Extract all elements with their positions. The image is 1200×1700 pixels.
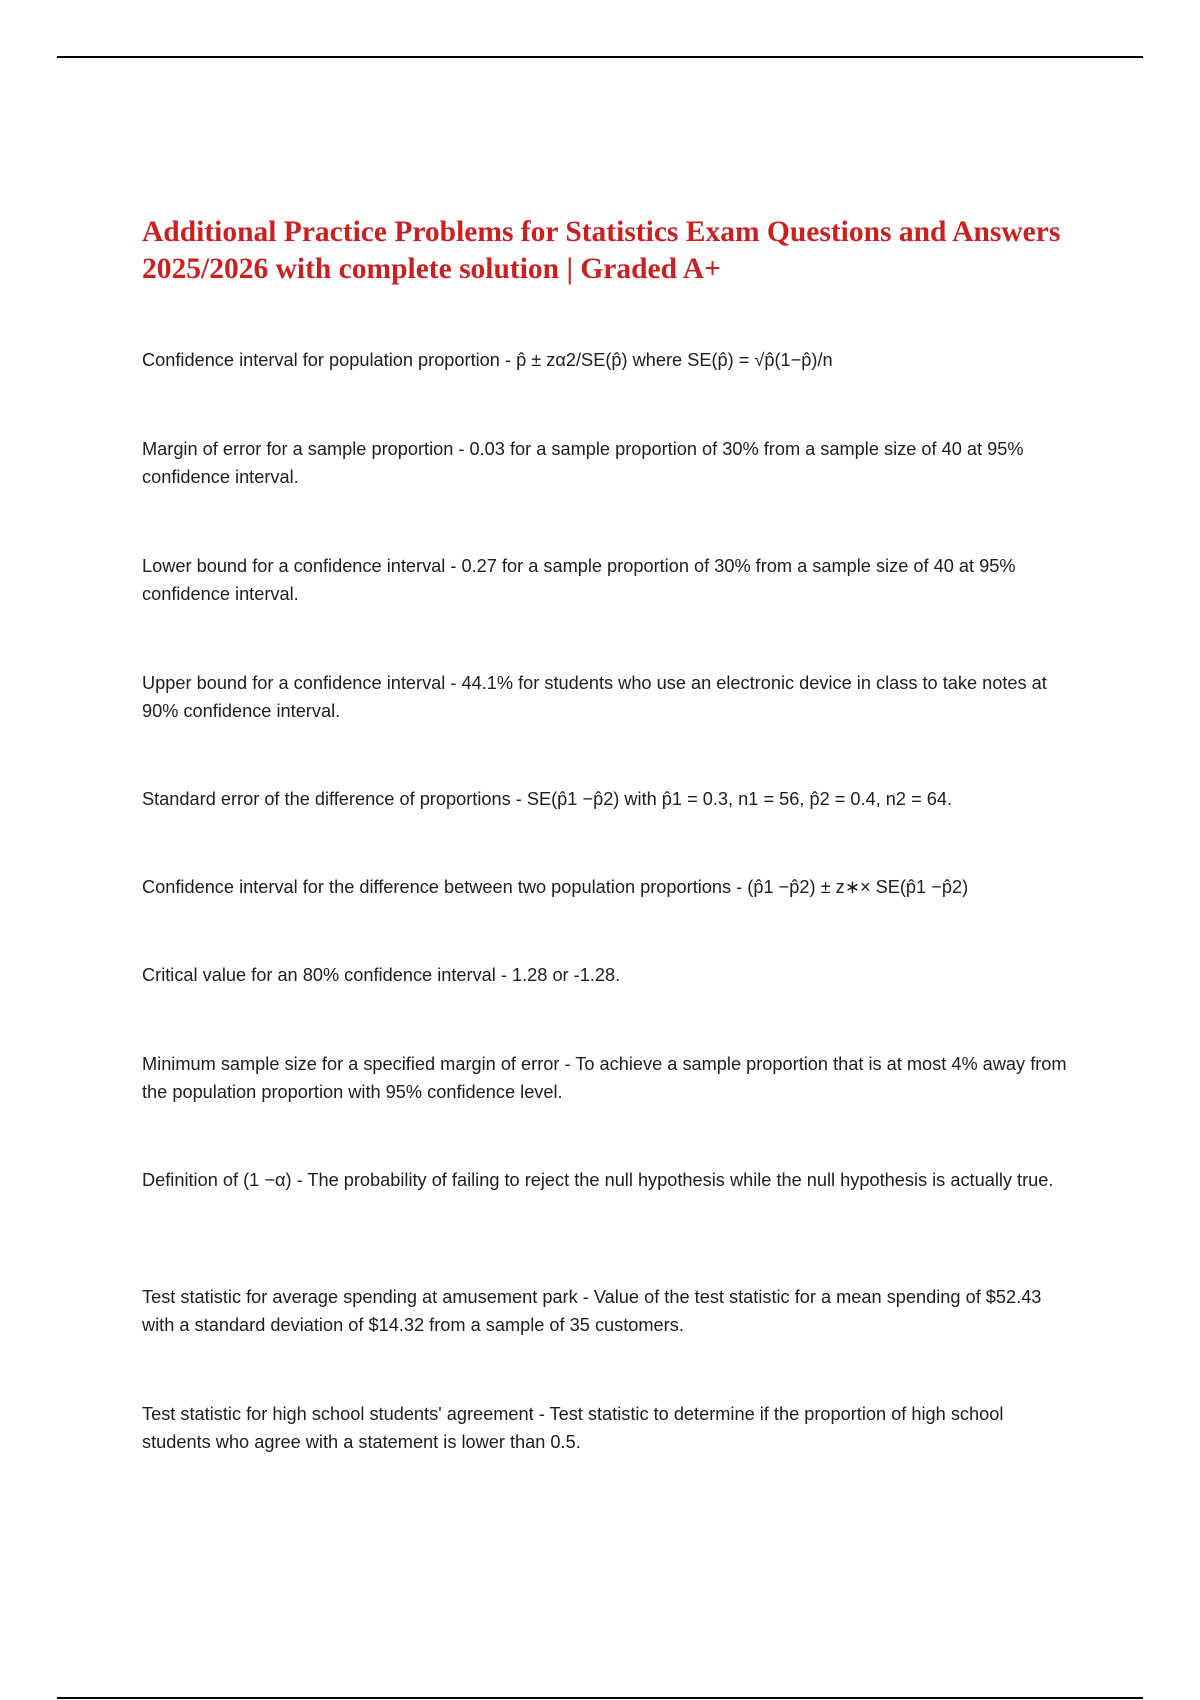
qa-item-test-statistic-amusement-park: Test statistic for average spending at amusement park - Value of the test statistic for a mean spending of $52.43 with a standard deviation of $14.32 from a sample of 35 customers. <box>142 1287 1042 1335</box>
qa-item-test-statistic-students-agreement: Test statistic for high school students' agreement - Test statistic to determine if the proportion of high school students who agree with a statement is lower than 0.5. <box>142 1404 1004 1452</box>
footer-rule <box>57 1697 1143 1699</box>
qa-item-minimum-sample-size: Minimum sample size for a specified margin of error - To achieve a sample proportion that is at most 4% away from the population proportion with 95% confidence level. <box>142 1054 1067 1102</box>
qa-item-upper-bound: Upper bound for a confidence interval - 44.1% for students who use an electronic device in class to take notes at 90% confidence interval. <box>142 673 1047 721</box>
qa-item-confidence-interval-proportion: Confidence interval for population proportion - p̂ ± zα2/SE(p̂) where SE(p̂) = √p̂(1−p̂)/n <box>142 350 833 370</box>
qa-item-lower-bound: Lower bound for a confidence interval - 0.27 for a sample proportion of 30% from a sample size of 40 at 95% confidence interval. <box>142 556 1016 604</box>
qa-item-definition-one-minus-alpha: Definition of (1 −α) - The probability of failing to reject the null hypothesis while the null hypothesis is actually true. <box>142 1170 1054 1190</box>
header-rule <box>57 56 1143 58</box>
qa-item-ci-difference-proportions: Confidence interval for the difference between two population proportions - (p̂1 −p̂2) ± z∗× SE(p̂1 −p̂2) <box>142 877 969 897</box>
qa-item-critical-value: Critical value for an 80% confidence interval - 1.28 or -1.28. <box>142 965 621 985</box>
qa-item-standard-error-difference: Standard error of the difference of proportions - SE(p̂1 −p̂2) with p̂1 = 0.3, n1 = 56, p̂2 = 0.4, n2 = 64. <box>142 789 953 809</box>
document-title: Additional Practice Problems for Statistics Exam Questions and Answers 2025/2026 with complete solution | Graded A+ <box>142 216 1061 285</box>
qa-item-margin-of-error: Margin of error for a sample proportion - 0.03 for a sample proportion of 30% from a sample size of 40 at 95% confidence interval. <box>142 439 1024 487</box>
